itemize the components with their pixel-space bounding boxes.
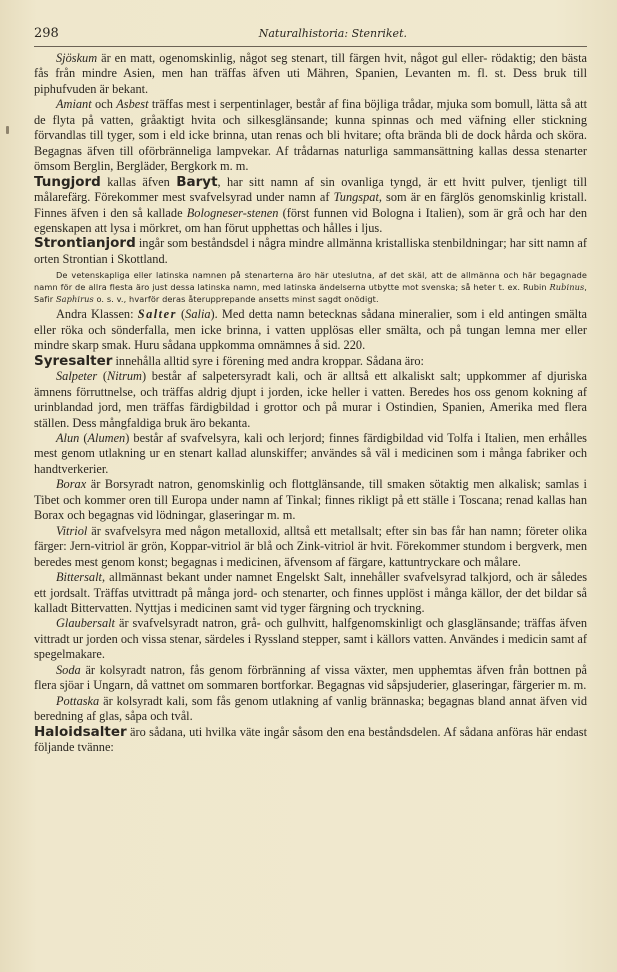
term-sjoskum: Sjöskum (56, 51, 98, 65)
heading-haloidsalter: Haloidsalter (34, 723, 127, 740)
term-salpeter: Salpeter (56, 369, 98, 384)
margin-mark (6, 126, 9, 134)
page-body (34, 51, 587, 755)
paragraph-text: ( (79, 430, 88, 445)
paragraph-text: , har sitt namn af sin ovanliga tyngd, är ett hvitt pulver, tjenligt till målarefärg. Förekommer mest svafvelsyrad under namn af (34, 174, 587, 205)
paragraph-alun (34, 431, 587, 477)
paragraph-text: (först funnen vid Bologna i Italien), som är grå och har den egenskapen att lysa i mörkret, om han förut upphettas och hålles i ljus. (34, 205, 587, 235)
paragraph-text: ( (97, 369, 107, 384)
paragraph-text: ( (176, 307, 186, 322)
running-title: Naturalhistoria: Stenriket. (258, 27, 407, 40)
paragraph-text: och (91, 97, 117, 112)
paragraph-text: , som är en färglös genomskinlig kristall. Finnes äfven i den så kallade (34, 190, 587, 220)
heading-tungjord: Tungjord (34, 173, 101, 190)
term-alun: Alun (56, 430, 80, 445)
footnote-text: De vetenskapliga eller latinska namnen på stenarterna äro här uteslutna, af det skäl, att de allmänna och här begagnade namn för de allra flesta äro just dessa latinska namn, med latinska ändelserna utbytte mot svenska; så heter t. ex. Rubin (34, 270, 587, 293)
paragraph-bittersalt (34, 570, 587, 616)
paragraph-borax (34, 477, 587, 523)
term-bologneser-stenen: Bologneser-stenen (186, 205, 279, 220)
term-bittersalt: Bittersalt (56, 570, 102, 585)
paragraph-strontianjord (34, 236, 587, 267)
paragraph-tungjord (34, 175, 587, 237)
term-asbest: Asbest (116, 97, 149, 112)
term-salia: Salia (185, 307, 211, 322)
term-borax: Borax (56, 477, 87, 492)
paragraph-text: är en matt, ogenomskinlig, något seg stenart, till färgen hvit, något gul eller- rödaktig; den bästa fås från mindre Asien, men han träffas äfven uti Mähren, Spanien, Levanten m. fl. st. Dess bruk till piphufvuden är bekant. (34, 51, 587, 96)
term-amiant: Amiant (56, 97, 92, 112)
footnote-text: o. s. v., hvarför deras återupprepande ansetts minst sagdt onödigt. (93, 294, 379, 305)
paragraph-text: är kolsyradt kali, som fås genom utlakning af vanlig brännaska; begagnas bland annat äfven vid beredning af glas, såpa och tvål. (34, 693, 587, 724)
paragraph-text: är svafvelsyra med någon metalloxid, alltså ett metallsalt; efter sin bas får han namn; företer olika färger: Jern-vitriol är grön, Koppar-vitriol är blå och Zink-vitriol är hvit. Förekommer stundom i bergverk, men beredes mest genom konst; begagnas i medicinen, äfvensom af färgare, kattuntryckare och målare. (34, 523, 587, 569)
term-alumen: Alumen (87, 430, 126, 445)
page-header (34, 26, 587, 42)
paragraph-text: är kolsyradt natron, fås genom förbränning af vissa växter, men upphemtas äfven från bottnen på flera sjöar i Ungarn, då vattnet om sommaren bortforkar. Begagnas vid såpsjuderier, glaseringar, färgerier m. m. (34, 662, 587, 693)
paragraph-salpeter (34, 369, 587, 431)
term-saphirus: Saphirus (55, 294, 94, 305)
term-soda: Soda (56, 662, 81, 677)
footnote-text: , Safir (34, 282, 587, 305)
paragraph-vitriol (34, 524, 587, 570)
paragraph-amiant (34, 97, 587, 174)
term-vitriol: Vitriol (56, 523, 88, 538)
heading-syresalter: Syresalter (34, 352, 113, 369)
term-tungspat: Tungspat (333, 190, 379, 205)
paragraph-text: träffas mest i serpentinlager, består af fina böjliga trådar, mjuka som bomull, lätta så att de flyta på vatten, gråaktigt hvita och silkesglänsande; kunna spinnas och med väfning eller stickning förvandlas till tyger, som i eld icke brinna, utan renas och bli hvitare; ofta brända bli de dock hårda och sköra. Begagnas äfven till oförbränneliga lampvekar. Af trådarnas naturliga sammansättning kallas dessa stenarter ömsom Berglin, Bergläder, Bergkork m. m. (34, 97, 588, 174)
class-label: Andra Klassen: (56, 307, 138, 322)
paragraph-glaubersalt (34, 616, 587, 662)
term-glaubersalt: Glaubersalt (56, 616, 115, 631)
paragraph-text: kallas äfven (100, 174, 177, 189)
term-nitrum: Nitrum (106, 369, 142, 384)
paragraph-haloidsalter (34, 725, 587, 756)
paragraph-text: ) består af salpetersyradt kali, och är alltså ett alkaliskt salt; uppkommer af djuriska ämnens förruttnelse, och träffas aldrig djupt i jorden, icke heller i vatten. Beredes hos oss genom kokning af urinblandad jord, men träffas färdigbildad i grottor och på murar i Ostindien, Spanien, Amerika med flera ställen. Dess mångfaldiga bruk äro bekanta. (34, 369, 587, 430)
heading-salter: Salter (137, 307, 177, 322)
paragraph-text: är svafvelsyradt natron, grå- och gulhvitt, halfgenomskinligt och glasglänsande; träffas äfven vittradt ur jorden och vissa stenar, särdeles i Ryssland stepper, samt i källors vatten. Användes i medicin samt af spegelmakare. (34, 616, 587, 662)
page-number: 298 (34, 26, 59, 41)
heading-strontianjord: Strontianjord (34, 235, 136, 252)
paragraph-sjoskum (34, 51, 587, 97)
term-rubinus: Rubinus (549, 282, 585, 293)
paragraph-text: äro sådana, uti hvilka väte ingår såsom den ena beståndsdelen. Af sådana anföras här endast följande tvänne: (34, 724, 587, 755)
paragraph-soda (34, 663, 587, 694)
paragraph-text: ) består af svafvelsyra, kali och lerjord; finnes färdigbildad vid Tolfa i Italien, men erhålles mest genom utlakning ur en stenart kallad alunskiffer; användes så väl i medicinen som i många fabriker och handtverkerier. (34, 430, 587, 476)
paragraph-text: ). Med detta namn betecknas sådana mineralier, som i eld antingen smälta eller röka och sönderfalla, men icke brinna, i vatten upplösas eller smälta, och på tungan lemna mer eller mindre skarp smak. Huru sådana uppkomma omnämnes å sid. 220. (34, 307, 587, 353)
footnote (34, 269, 587, 305)
term-baryt: Baryt (176, 173, 218, 190)
paragraph-text: , allmännast bekant under namnet Engelskt Salt, innehåller svafvelsyrad talkjord, och är således ett jordsalt. Träffas utvittradt på många jord- och stenarter, och finnes upplöst i många källor, der det bildar så kalladt Bittervatten. Nyttjas i medicinen samt vid tyger färgning och tryckning. (34, 570, 587, 615)
paragraph-syresalter (34, 354, 587, 369)
paragraph-text: ingår som beståndsdel i några mindre allmänna kristalliska stenbildningar; har sitt namn af orten Strontian i Skottland. (34, 236, 587, 266)
paragraph-andra-klassen (34, 307, 587, 353)
paragraph-pottaska (34, 694, 587, 725)
term-pottaska: Pottaska (56, 693, 100, 708)
header-rule (34, 46, 587, 47)
paragraph-text: innehålla alltid syre i förening med andra kroppar. Sådana äro: (112, 353, 424, 368)
paragraph-text: är Borsyradt natron, genomskinlig och flottglänsande, till smaken sötaktig men alkalisk; samlas i Tibet och kommer oren till Europa under namn af Tinkal; finnes rikligt på ett ställe i Toscana; renad kallas han Borax och begagnas vid lödningar, glaseringar m. m. (34, 477, 587, 523)
